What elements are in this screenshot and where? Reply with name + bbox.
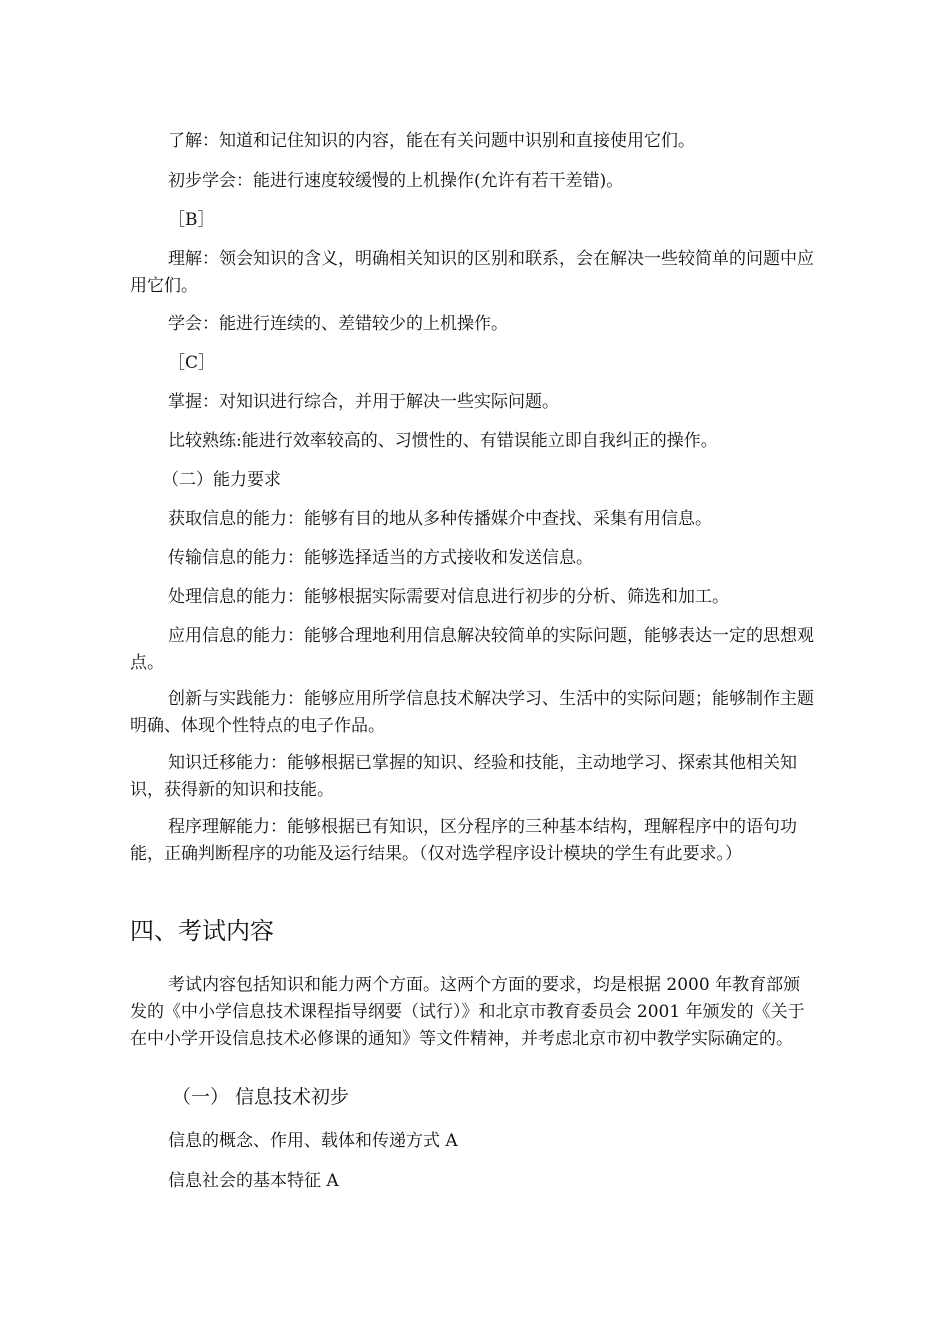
level-a-initial-learn: 初步学会：能进行速度较缓慢的上机操作(允许有若干差错)。	[168, 171, 624, 191]
ability-transmit: 传输信息的能力：能够选择适当的方式接收和发送信息。	[168, 548, 593, 568]
exam-content-intro: 考试内容包括知识和能力两个方面。这两个方面的要求，均是根据 2000 年教育部颁发的《中小学信息技术课程指导纲要（试行）》和北京市教育委员会 2001 年颁发的《关于在中小学开设信息技术必修课的通知》等文件精神，并考虑北京市初中教学实际确定的。	[130, 975, 805, 1049]
ability-process: 处理信息的能力：能够根据实际需要对信息进行初步的分析、筛选和加工。	[168, 587, 729, 607]
ability-innovate: 创新与实践能力：能够应用所学信息技术解决学习、生活中的实际问题；能够制作主题明确、体现个性特点的电子作品。	[130, 689, 814, 736]
level-a-understand: 了解：知道和记住知识的内容，能在有关问题中识别和直接使用它们。	[168, 131, 695, 151]
level-c-master: 掌握：对知识进行综合，并用于解决一些实际问题。	[168, 392, 559, 412]
topic-info-concept: 信息的概念、作用、载体和传递方式 A	[168, 1131, 458, 1151]
ability-apply: 应用信息的能力：能够合理地利用信息解决较简单的实际问题，能够表达一定的思想观点。	[130, 626, 814, 673]
ability-transfer: 知识迁移能力：能够根据已掌握的知识、经验和技能，主动地学习、探索其他相关知识，获得新的知识和技能。	[130, 753, 797, 800]
level-c-label: ［C］	[168, 353, 216, 373]
ability-acquire: 获取信息的能力：能够有目的地从多种传播媒介中查找、采集有用信息。	[168, 509, 712, 529]
level-b-learn: 学会：能进行连续的、差错较少的上机操作。	[168, 314, 508, 334]
topic-info-society: 信息社会的基本特征 A	[168, 1171, 339, 1191]
level-b-comprehend: 理解：领会知识的含义，明确相关知识的区别和联系，会在解决一些较简单的问题中应用它们。	[130, 249, 814, 296]
subsection-it-basics: （一） 信息技术初步	[172, 1086, 350, 1108]
level-c-proficient: 比较熟练:能进行效率较高的、习惯性的、有错误能立即自我纠正的操作。	[168, 431, 718, 451]
level-b-label: ［B］	[168, 210, 215, 230]
section-heading-exam-content: 四、考试内容	[130, 917, 274, 945]
ability-program: 程序理解能力：能够根据已有知识，区分程序的三种基本结构，理解程序中的语句功能，正确判断程序的功能及运行结果。（仅对选学程序设计模块的学生有此要求。）	[130, 817, 797, 864]
ability-subheading: （二）能力要求	[162, 470, 281, 490]
